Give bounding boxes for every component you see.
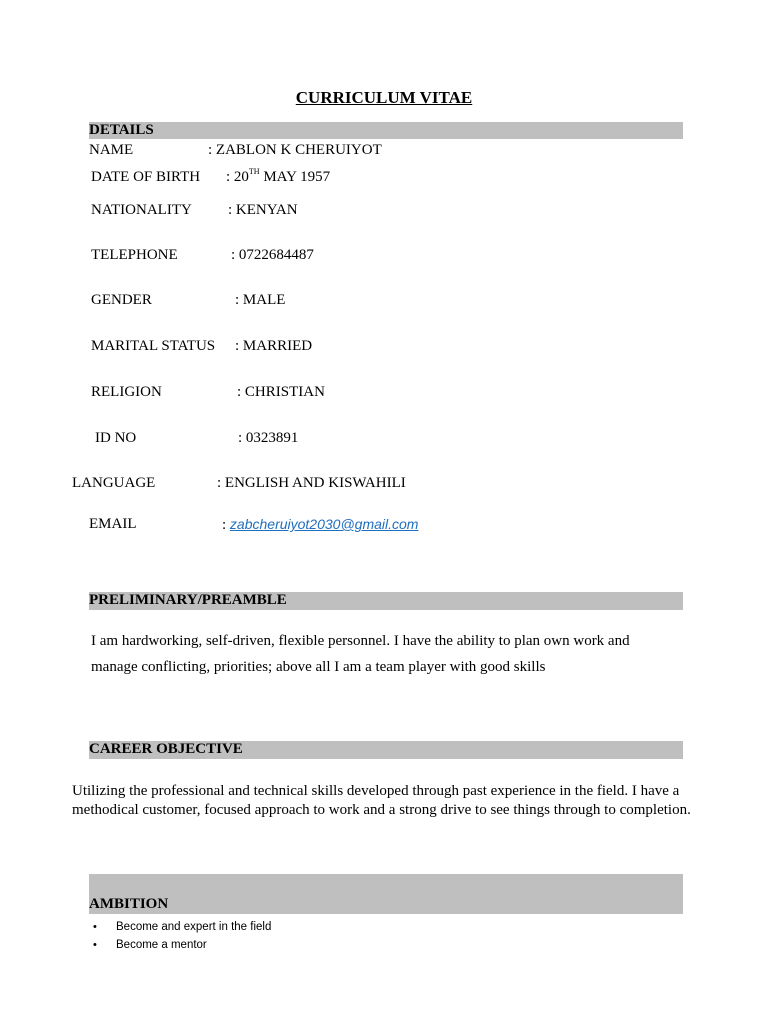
career-objective-heading: CAREER OBJECTIVE	[89, 741, 243, 757]
details-section-bar	[89, 122, 683, 139]
ambition-heading: AMBITION	[89, 896, 169, 912]
nationality-label: NATIONALITY	[91, 202, 192, 218]
ambition-section-bar	[89, 874, 683, 914]
document-title: CURRICULUM VITAE	[295, 88, 473, 107]
religion-label: RELIGION	[91, 384, 162, 400]
dob-value: : 20TH MAY 1957	[226, 167, 331, 185]
dob-label: DATE OF BIRTH	[91, 169, 201, 185]
telephone-value: : 0722684487	[231, 247, 314, 263]
details-heading: DETAILS	[89, 122, 154, 138]
marital-status-value: : MARRIED	[235, 338, 313, 354]
religion-value: : CHRISTIAN	[237, 384, 325, 400]
preamble-paragraph: I am hardworking, self-driven, flexible personnel. I have the ability to plan own work and manage conflicting, priorities; above all I am a team player with good skills	[91, 633, 630, 675]
list-item: • Become a mentor	[89, 936, 271, 954]
career-objective-section-bar	[89, 741, 683, 759]
preamble-section-bar	[89, 592, 683, 610]
gender-label: GENDER	[91, 292, 152, 308]
gender-value: : MALE	[235, 292, 286, 308]
email-label: EMAIL	[89, 516, 137, 532]
ambition-list	[89, 918, 271, 954]
bullet-icon: •	[93, 921, 97, 933]
marital-status-label: MARITAL STATUS	[91, 338, 216, 354]
nationality-value: : KENYAN	[228, 202, 298, 218]
telephone-label: TELEPHONE	[91, 247, 178, 263]
email-value: : zabcheruiyot2030@gmail.com	[222, 516, 419, 533]
email-link[interactable]: zabcheruiyot2030@gmail.com	[229, 516, 419, 532]
id-no-label: ID NO	[95, 430, 137, 446]
career-objective-paragraph: Utilizing the professional and technical skills developed through past experience in the field. I have a methodical customer, focused approach to work and a strong drive to see things through to completion.	[72, 783, 691, 818]
name-value: : ZABLON K CHERUIYOT	[208, 142, 382, 158]
preamble-heading: PRELIMINARY/PREAMBLE	[89, 592, 287, 608]
language-label: LANGUAGE	[72, 475, 156, 491]
dob-superscript: TH	[248, 167, 260, 176]
list-item: • Become and expert in the field	[89, 918, 271, 936]
language-value: : ENGLISH AND KISWAHILI	[217, 475, 406, 491]
name-label: NAME	[89, 142, 134, 158]
id-no-value: : 0323891	[238, 430, 299, 446]
bullet-icon: •	[93, 939, 97, 951]
